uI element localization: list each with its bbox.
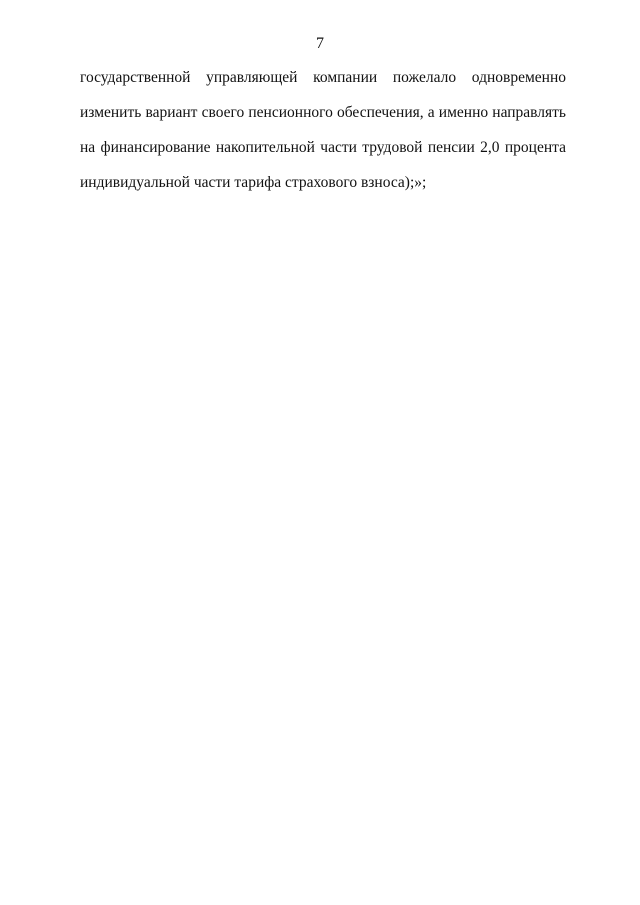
- paragraph-continuation: государственной управляющей компании пожелало одновременно изменить вариант своего пенсионного обеспечения, а именно направлять на финансирование накопительной части трудовой пенсии 2,0 процента индивидуальной части тарифа страхового взноса);»;: [80, 69, 566, 191]
- document-body: [80, 60, 566, 200]
- page-number: 7: [316, 35, 324, 52]
